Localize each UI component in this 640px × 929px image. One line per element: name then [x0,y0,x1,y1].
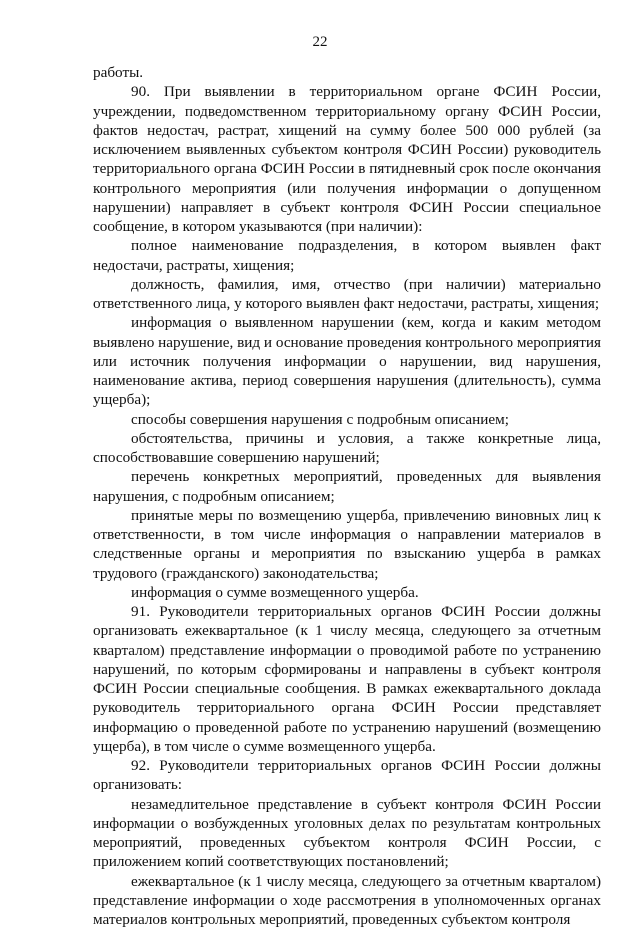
list-item: принятые меры по возмещению ущерба, привлечению виновных лиц к ответственности, в том числе информация о направлении материалов в следственные органы и мероприятия по взысканию ущерба в рамках трудового (гражданского) законодательства; [93,506,601,583]
list-item: информация о сумме возмещенного ущерба. [93,583,601,602]
page-number: 22 [0,34,640,51]
paragraph-90: 90. При выявлении в территориальном органе ФСИН России, учреждении, подведомственном территориальному органу ФСИН России, фактов недостач, растрат, хищений на сумму более 500 000 рублей (за исключением выявленных субъектом контроля ФСИН России) руководитель территориального органа ФСИН России в пятидневный срок после окончания контрольного мероприятия (или получения информации о допущенном нарушении) направляет в субъект контроля ФСИН России специальное сообщение, в котором указываются (при наличии): [93,82,601,236]
list-item: незамедлительное представление в субъект контроля ФСИН России информации о возбужденных уголовных делах по результатам контрольных мероприятий, проведенных субъектом контроля ФСИН России, с приложением копий соответствующих постановлений; [93,795,601,872]
list-item: полное наименование подразделения, в котором выявлен факт недостачи, растраты, хищения; [93,236,601,275]
list-item: способы совершения нарушения с подробным описанием; [93,410,601,429]
paragraph-92: 92. Руководители территориальных органов ФСИН России должны организовать: [93,756,601,795]
list-item: должность, фамилия, имя, отчество (при наличии) материально ответственного лица, у которого выявлен факт недостачи, растраты, хищения; [93,275,601,314]
list-item: ежеквартальное (к 1 числу месяца, следующего за отчетным кварталом) представление информации о ходе рассмотрения в уполномоченных органах материалов контрольных мероприятий, проведенных субъектом контроля [93,872,601,929]
list-item: перечень конкретных мероприятий, проведенных для выявления нарушения, с подробным описанием; [93,467,601,506]
list-item: обстоятельства, причины и условия, а также конкретные лица, способствовавшие совершению нарушений; [93,429,601,468]
document-body [93,63,601,929]
paragraph-continuation: работы. [93,63,601,82]
paragraph-91: 91. Руководители территориальных органов ФСИН России должны организовать ежеквартальное (к 1 числу месяца, следующего за отчетным кварталом) представление информации о проводимой работе по устранению нарушений, по которым сформированы и направлены в субъект контроля ФСИН России специальные сообщения. В рамках ежеквартального доклада руководитель территориального органа ФСИН России представляет информацию о проведенной работе по устранению нарушений (возмещению ущерба), в том числе о сумме возмещенного ущерба. [93,602,601,756]
list-item: информация о выявленном нарушении (кем, когда и каким методом выявлено нарушение, вид и основание проведения контрольного мероприятия или источник получения информации о нарушении, вид нарушения, наименование актива, период совершения нарушения (длительность), сумма ущерба); [93,313,601,409]
